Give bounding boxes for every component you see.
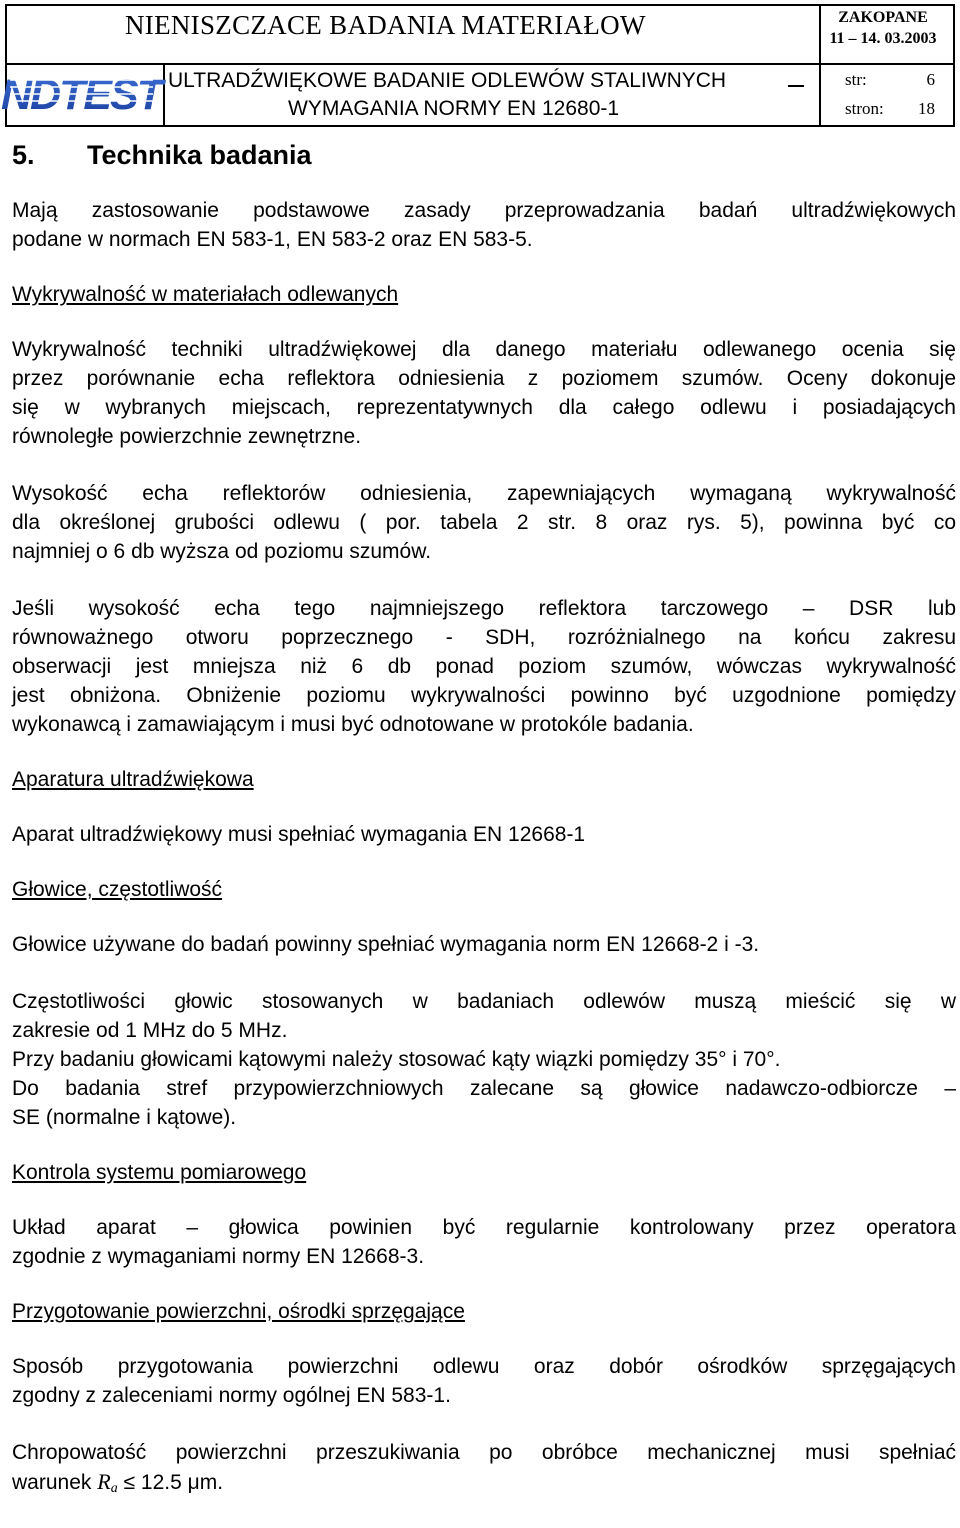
text-line: Chropowatość powierzchni przeszukiwania po obróbce mechanicznej musi spełniać	[12, 1441, 956, 1464]
subsection-heading: Kontrola systemu pomiarowego	[12, 1161, 307, 1184]
roughness-variable	[97, 1469, 117, 1494]
subsection-heading: Przygotowanie powierzchni, ośrodki sprzęgające	[12, 1300, 465, 1323]
text-fragment: warunek	[12, 1471, 92, 1494]
variable-symbol: R	[97, 1469, 111, 1494]
text-line: przez porównanie echa reflektora odniesienia z poziomem szumów. Oceny dokonuje	[12, 367, 956, 390]
text-line: równoważnego otworu poprzecznego - SDH, rozróżnialnego na końcu zakresu	[12, 626, 956, 649]
text-line: Przy badaniu głowicami kątowymi należy stosować kąty wiązki pomiędzy 35° i 70°.	[12, 1048, 781, 1071]
text-line	[12, 1467, 956, 1503]
paragraph: Aparat ultradźwiękowy musi spełniać wymagania EN 12668-1	[12, 823, 586, 846]
text-line: się w wybranych miejscach, reprezentatywnych dla całego odlewu i posiadających	[12, 396, 956, 419]
variable-subscript: a	[110, 1481, 118, 1496]
logo-text: NDTEST	[1, 71, 161, 119]
text-line: zakresie od 1 MHz do 5 MHz.	[12, 1019, 288, 1042]
page-label: str:	[845, 70, 867, 89]
section-title: Technika badania	[87, 140, 312, 170]
page-value: 6	[926, 70, 935, 89]
header-title: NIENISZCZACE BADANIA MATERIAŁOW	[125, 10, 646, 40]
paragraph	[12, 335, 956, 451]
text-line: zgodny z zaleceniami normy ogólnej EN 583-1.	[12, 1384, 451, 1407]
pages-label: stron:	[845, 99, 884, 118]
paragraph	[12, 1438, 956, 1503]
header-place: ZAKOPANE	[838, 9, 928, 26]
document-body	[12, 138, 956, 1503]
ndtest-logo	[1, 70, 161, 119]
section-heading	[12, 138, 956, 172]
header-subtitle-line2: WYMAGANIA NORMY EN 12680-1	[288, 97, 620, 120]
text-line: zgodnie z wymaganiami normy EN 12668-3.	[12, 1245, 425, 1268]
header-subtitle-line1: ULTRADŹWIĘKOWE BADANIE ODLEWÓW STALIWNYCH	[168, 69, 727, 92]
text-line: Mają zastosowanie podstawowe zasady przeprowadzania badań ultradźwiękowych	[12, 199, 956, 222]
paragraph	[12, 1352, 956, 1410]
text-fragment: ≤ 12.5 μm.	[123, 1471, 224, 1494]
text-line: Układ aparat – głowica powinien być regularnie kontrolowany przez operatora	[12, 1216, 956, 1239]
text-line: wykonawcą i zamawiającym i musi być odnotowane w protokóle badania.	[12, 713, 694, 736]
header-divider	[7, 63, 953, 65]
subsection-heading: Głowice, częstotliwość	[12, 878, 223, 901]
header-page-number	[845, 70, 935, 90]
header-subtitle-dash	[788, 85, 804, 87]
header-divider	[163, 63, 165, 125]
text-line: obserwacji jest mniejsza niż 6 db ponad poziom szumów, wówczas wykrywalność	[12, 655, 956, 678]
subsection-heading: Aparatura ultradźwiękowa	[12, 768, 254, 791]
paragraph: Głowice używane do badań powinny spełniać wymagania norm EN 12668-2 i -3.	[12, 933, 760, 956]
paragraph	[12, 594, 956, 739]
text-line: Sposób przygotowania powierzchni odlewu oraz dobór ośrodków sprzęgających	[12, 1355, 956, 1378]
pages-value: 18	[918, 99, 935, 118]
text-line: Do badania stref przypowierzchniowych zalecane są głowice nadawczo-odbiorcze –	[12, 1077, 956, 1100]
text-line: Jeśli wysokość echa tego najmniejszego reflektora tarczowego – DSR lub	[12, 597, 956, 620]
text-line: jest obniżona. Obniżenie poziomu wykrywalności powinno być uzgodnione pomiędzy	[12, 684, 956, 707]
paragraph	[12, 1213, 956, 1271]
text-line: Częstotliwości głowic stosowanych w badaniach odlewów muszą mieścić się w	[12, 990, 956, 1013]
text-line: Wykrywalność techniki ultradźwiękowej dla danego materiału odlewanego ocenia się	[12, 338, 956, 361]
paragraph	[12, 987, 956, 1132]
paragraph	[12, 479, 956, 566]
intro-paragraph	[12, 196, 956, 254]
text-line: podane w normach EN 583-1, EN 583-2 oraz EN 583-5.	[12, 228, 533, 251]
text-line: równoległe powierzchnie zewnętrzne.	[12, 425, 362, 448]
text-line: dla określonej grubości odlewu ( por. tabela 2 str. 8 oraz rys. 5), powinna być co	[12, 511, 956, 534]
text-line: Wysokość echa reflektorów odniesienia, zapewniających wymaganą wykrywalność	[12, 482, 956, 505]
text-line: SE (normalne i kątowe).	[12, 1106, 237, 1129]
text-line: najmniej o 6 db wyższa od poziomu szumów.	[12, 540, 432, 563]
header-date: 11 – 14. 03.2003	[829, 30, 937, 47]
subsection-heading: Wykrywalność w materiałach odlewanych	[12, 283, 399, 306]
header-page-count	[845, 99, 935, 119]
section-number: 5.	[12, 140, 35, 170]
